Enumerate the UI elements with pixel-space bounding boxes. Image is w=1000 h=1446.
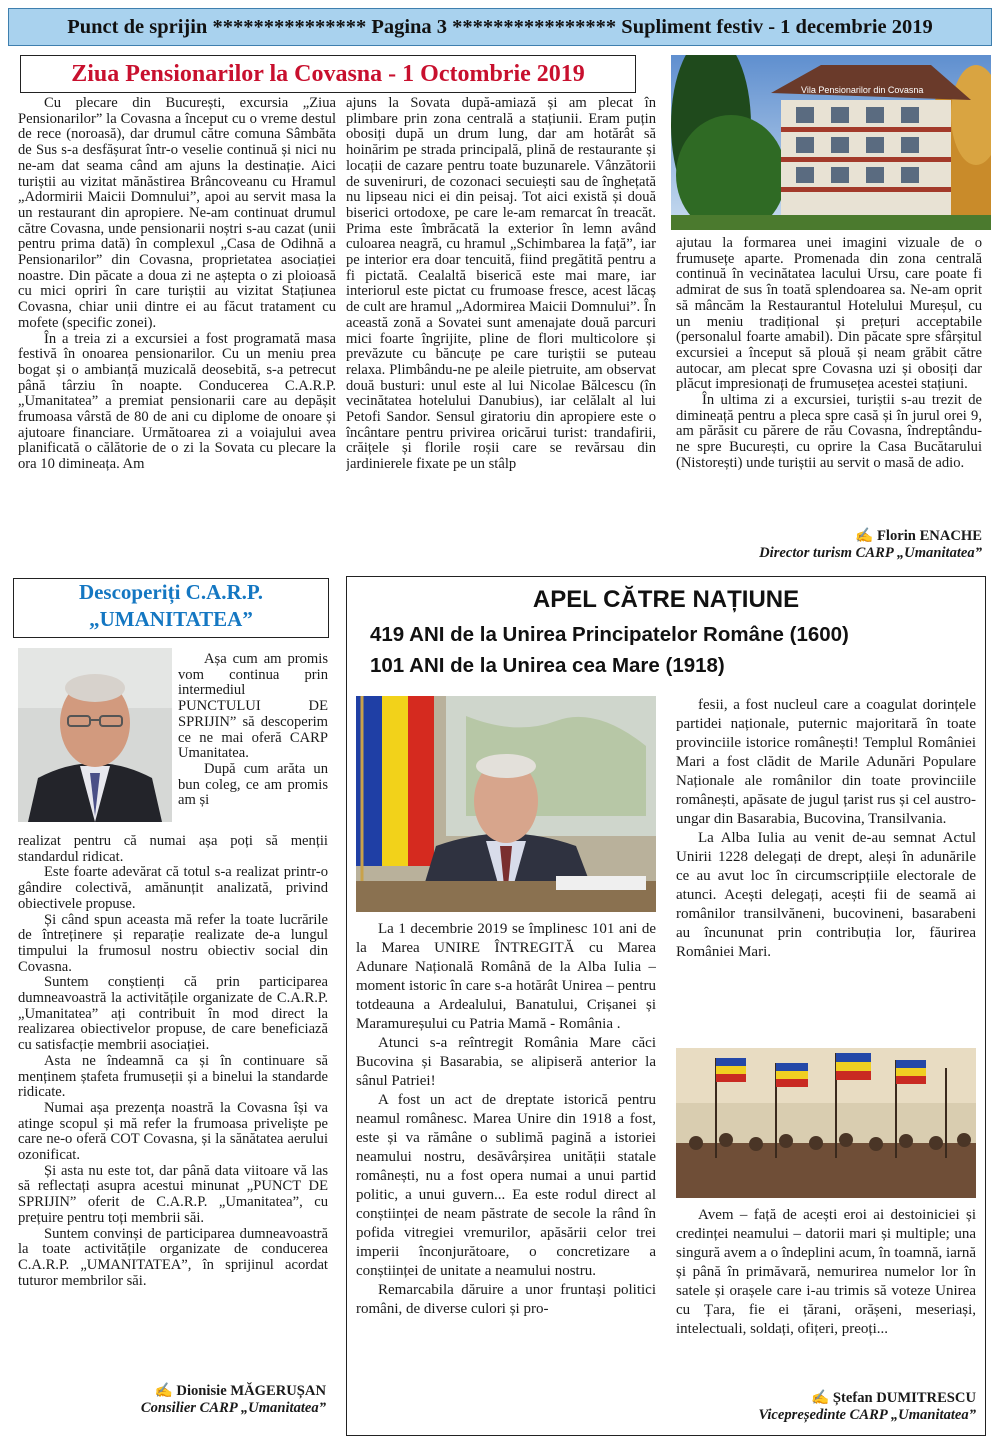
page-header-text: Punct de sprijin *************** Pagina 3 **************** Supliment festiv - 1 decembrie 2019 — [67, 15, 933, 38]
pen-icon: ✍ — [855, 528, 874, 544]
paragraph: ajuns la Sovata după-amiază și am plecat în plimbare prin zona centrală a stațiunii. Eram puțin obosiți după un drum lung, dar am hotărât să hoinărim pe strada principală, plină de restaurante și locații de cazare pentru toate buzunarele. Vânzătorii de suveniruri, de cozonaci secuiești sau de înghețată nu lipseau nici ei din peisaj. Tot aici există și două biserici ortodoxe, pe care le-am remarcat în treacăt. Prima este îmbrăcată la exterior în lemn având culoarea neagră, cu hramul „Schimbarea la față”, iar pe interior era doar tencuită, fiind pregătită pentru a fi pictată. Cealaltă biserică este mai mare, iar interiorul este pictat cu frumoase fresce, acest lăcaș de cult are hramul „Adormirea Maicii Domnului”. În această zonă a Sovatei sunt amenajate două parcuri mici foarte îngrijite, pline de flori multicolore și prevăzute cu băncuțe pe care turiștii se puteau relaxa. Plimbându-ne pe aleile pietruite, am observat două busturi: unul este al lui Nicolae Bălcescu (în vecinătatea hotelului Danubius), iar celălalt al lui Petofi Sandor. Sensul giratoriu din apropiere este o încântare pentru privirea oricărui turist: trandafirii, crăițele și florile roșii care se revărsau din jardinierele fixate pe un stâlp — [346, 96, 656, 473]
paragraph: Suntem convinși de participarea dumneavoastră la toate activitățile organizate de conducerea C.A.R.P. „UMANITATEA”, în sprijinul acordat tuturor membrilor săi. — [18, 1225, 328, 1289]
article3-signature — [676, 1390, 976, 1424]
pen-icon: ✍ — [154, 1383, 173, 1399]
pen-icon: ✍ — [811, 1390, 830, 1406]
article2-title-line1: Descoperiți C.A.R.P. — [78, 580, 264, 604]
paragraph: Numai așa prezența noastră la Covasna își va atinge scopul și mă refer la frumoasa priveliște pe care ne-o oferă COT Covasna, și la sănătatea aerului ozonificat. — [18, 1099, 328, 1164]
article3-author-role: Vicepreședinte CARP „Umanitatea” — [758, 1407, 976, 1423]
paragraph: Și asta nu este tot, dar până data viitoare vă las să reflectați asupra acestui minunat „PUNCT DE SPRIJIN” oferit de C.A.R.P. „Umanitatea”, cu prețuire pentru toți membrii săi. — [18, 1162, 328, 1226]
paragraph: Cu plecare din București, excursia „Ziua Pensionarilor” la Covasna a început cu o vreme destul de rece (noroasă), dar drumul către comuna Sâmbăta de Sus s-a desfășurat într-o veselie continuă și nici nu ne-am dat seama când am ajuns la destinație. Aici turiștii au vizitat mănăstirea Brâncoveanu cu Hramul „Adormirii Maicii Domnului”, apoi au servit masa la un restaurant din apropiere. Ne-am continuat drumul către Covasna, unde pensionarii noștri s-au cazat (unii pentru prima dată) în complexul „Casa de Odihnă a Pensionarilor” din Covasna, proprietatea asociației noastre. Din păcate a doua zi ne aștepta o zi ploioasă cu mici opriri în care turiștii au vizitat Stațiunea Covasna, chiar unii dintre ei au făcut tratament cu mofete (specific zonei). — [18, 96, 336, 331]
article3-left-column — [356, 920, 656, 1430]
paragraph: La Alba Iulia au venit de-au semnat Actul Unirii 1228 delegați de drept, aleși în adunările ce au avut loc în circumscripțiile electorale de atunci. Acești delegați, acești fii de seamă ai românilor transilvăneni, bucovineni, basarabeni au încununat prin contribuția lor, făurirea României Mari. — [676, 830, 976, 960]
dumitrescu-photo — [356, 696, 656, 912]
paragraph: Este foarte adevărat că totul s-a realizat printr-o gândire colectivă, amănunțit analizată, privind obiectivele propuse. — [18, 864, 328, 912]
paragraph: În a treia zi a excursiei a fost programată masa festivă în onoarea pensionarilor. Cu un meniu prea bogat și o ambianță muzicală deosebită, s-a petrecut până târziu în noapte. Conducerea C.A.R.P. „Umanitatea” a premiat pensionarii care au depășit frumoasa vârstă de 80 de ani cu diplome de onoare și ajutoare financiare. Următoarea zi a voiajului avea planificată o călătorie de o zi la Sovata cu plecare la ora 10 dimineața. Am — [18, 330, 336, 473]
article1-title-box — [20, 55, 636, 93]
page-header-banner — [8, 8, 992, 46]
paragraph: Suntem conștienți că prin participarea dumneavoastră la activitățile organizate de C.A.R.P. „Umanitatea” ați contribuit în mod direct la realizarea obiectivelor propuse, de care beneficiază cu satisfacție membrii asociației. — [18, 974, 328, 1054]
paragraph: fesii, a fost nucleul care a coagulat dorințele partidei naționale, puternic majoritară în toate provinciile istorice românești! Templul României Mari a fost clădit de Marile Adunări Populare Naționale ale românilor din toate provinciile românești, apăsate de jugul țarist rus și cel austro-ungar din Basarabia, Bucovina, Transilvania. — [676, 697, 976, 827]
villa-photo — [671, 55, 991, 230]
paragraph: După cum arăta un bun coleg, ce am promis am și — [178, 760, 328, 809]
article2-title-line2: „UMANITATEA” — [89, 607, 253, 631]
paragraph: Avem – față de acești eroi ai destoiniciei și credinței neamului – datorii mari și multiple; una singură avem a o îndeplini acum, în toamnă, iarnă și până în primăvară, nemurirea numelor lor în satele și orașele care i-au trimis să voteze Unirea cu Țara, fie ei țărani, orășeni, meseriași, intelectuali, soldați, ofițeri, preoți... — [676, 1207, 976, 1337]
paragraph: La 1 decembrie 2019 se împlinesc 101 ani de la Marea UNIRE ÎNTREGITĂ cu Marea Adunare Națională Română de la Alba Iulia – moment istoric în care s-a hotărât Unirea – pentru totdeauna a Ardealului, Banatului, Crișanei și Maramureșului cu Patria Mamă - România . — [356, 921, 656, 1032]
article1-title: Ziua Pensionarilor la Covasna - 1 Octombrie 2019 — [71, 60, 585, 87]
article1-author: Florin ENACHE — [877, 528, 982, 544]
paragraph: Asta ne îndeamnă ca și în continuare să menținem ștafeta frumuseții și a binelui la standarde ridicate. — [18, 1052, 328, 1101]
paragraph: Remarcabila dăruire a unor fruntași politici români, de diverse culori și pro- — [356, 1282, 656, 1317]
article1-column-3 — [676, 236, 982, 526]
paragraph: A fost un act de dreptate istorică pentru neamul românesc. Marea Unire din 1918 a fost, este și va rămâne o sublimă pagină a istoriei neamului nostru, desăvârșirea unității statale românești, nu a fost opera numai a unui partid politic, a unui guvern... Ea este rodul direct al conștiinței de neam păstrate de secole la rând în pofida vitregiei vremurilor, apăsării celor trei imperii înconjurătoare, o concretizare a conștiinței de unitate a neamului nostru. — [356, 1092, 656, 1279]
article2-body — [18, 834, 328, 1374]
paragraph: Și când spun aceasta mă refer la toate lucrările de întreținere și reparație realizate de-a lungul timpului la frumosul nostru obiectiv social din Covasna. — [18, 911, 328, 975]
article2-author-role: Consilier CARP „Umanitatea” — [140, 1400, 326, 1416]
article1-author-role: Director turism CARP „Umanitatea” — [759, 545, 982, 561]
article3-author: Ștefan DUMITRESCU — [832, 1390, 976, 1406]
article1-column-2 — [346, 96, 656, 566]
article2-title-box — [13, 578, 329, 638]
paragraph: Atunci s-a reîntregit România Mare căci Bucovina și Basarabia, se alipiseră anterior la sânul Patriei! — [356, 1035, 656, 1089]
article2-signature — [18, 1383, 326, 1417]
article2-author: Dionisie MĂGERUȘAN — [176, 1383, 326, 1399]
paragraph: ajutau la formarea unei imagini vizuale de o frumusețe aparte. Promenada din zona centrală continuă în vecinătatea lacului Ursu, care poate fi admirat de sus în toată splendoarea sa. Ne-am oprit să mâncăm la Restaurantul Hotelului Mureșul, cu un meniu tradițional și prețuri acceptabile (personalul foarte amabil). Din păcate spre sfârșitul excursiei a început să plouă și neam grăbit către autocar, am plecat spre Covasna uzi și obosiți dar plăcut impresionați de frumusețea acestei stațiuni. — [676, 236, 982, 393]
villa-photo-caption: Vila Pensionarilor din Covasna — [801, 85, 924, 95]
great-union-painting — [676, 1048, 976, 1198]
article2-intro — [178, 652, 328, 832]
article3-subtitle-2: 101 ANI de la Unirea cea Mare (1918) — [370, 654, 725, 677]
portrait-photo-1 — [18, 648, 172, 822]
article3-right-column-bottom — [676, 1206, 976, 1386]
article1-signature — [670, 528, 982, 562]
paragraph: realizat pentru că numai așa poți să menții standardul ridicat. — [18, 834, 328, 865]
paragraph: În ultima zi a excursiei, turiștii s-au trezit de dimineață pentru a pleca spre casă și în jurul orei 9, am părăsit cu părere de rău Covasna, îndreptându-ne spre București, cu oprire la Casa Bucătarului (Nistorești) unde turiștii au servit o masă de adio. — [676, 392, 982, 471]
article3-subtitle-1: 419 ANI de la Unirea Principatelor Române (1600) — [370, 623, 849, 646]
article3-right-column-top — [676, 696, 976, 1046]
article1-column-1 — [18, 96, 336, 566]
article3-title: APEL CĂTRE NAȚIUNE — [532, 586, 800, 613]
paragraph: Așa cum am promis vom continua prin intermediul PUNCTULUI DE SPRIJIN” să descoperim ce ne mai oferă CARP Umanitatea. — [178, 652, 328, 762]
